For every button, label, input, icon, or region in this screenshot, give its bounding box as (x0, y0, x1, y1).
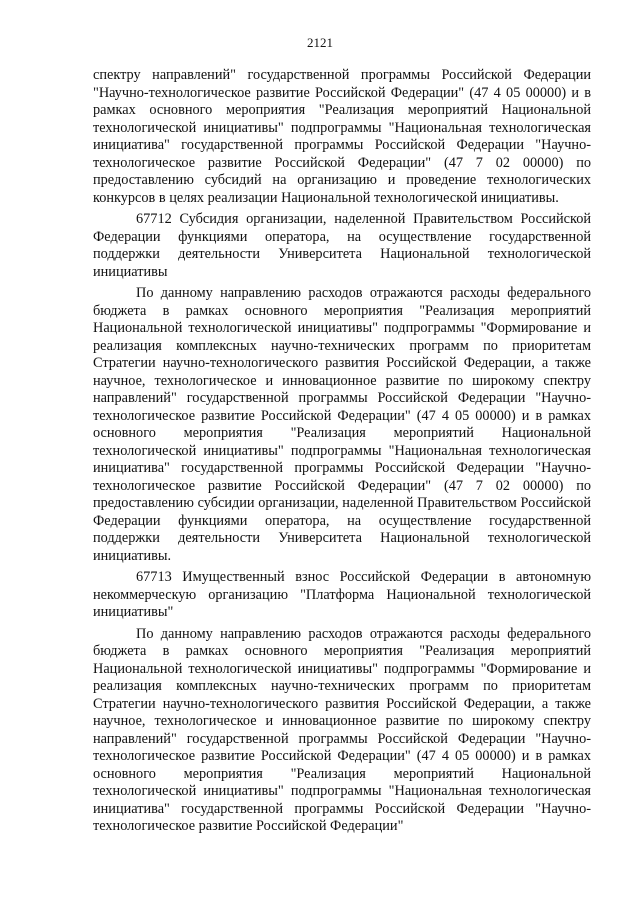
page-number: 2121 (307, 35, 333, 50)
paragraph-67712-description: По данному направлению расходов отражаются расходы федерального бюджета в рамках основного мероприятия "Реализация мероприятий Национальной технологической инициативы" подпрограммы "Формирование и реализация комплексных научно-технических программ по приоритетам Стратегии научно-технологического развития Российской Федерации, а также научное, технологическое и инновационное развитие по широкому спектру направлений" государственной программы Российской Федерации "Научно-технологическое развитие Российской Федерации" (47 4 05 00000) и в рамках основного мероприятия "Реализация мероприятий Национальной технологической инициативы" подпрограммы "Национальная технологическая инициатива" государственной программы Российской Федерации "Научно-технологическое развитие Российской Федерации" (47 7 02 00000) по предоставлению субсидии организации, наделенной Правительством Российской Федерации функциями оператора, на осуществление государственной поддержки деятельности Университета Национальной технологической инициативы. (93, 285, 591, 564)
paragraph-continuation: спектру направлений" государственной программы Российской Федерации "Научно-технологическое развитие Российской Федерации" (47 4 05 00000) и в рамках основного мероприятия "Реализация мероприятий Национальной технологической инициативы" подпрограммы "Национальная технологическая инициатива" государственной программы Российской Федерации "Научно-технологическое развитие Российской Федерации" (47 7 02 00000) по предоставлению субсидий на организацию и проведение технологических конкурсов в целях реализации Национальной технологической инициативы. (93, 67, 591, 206)
document-body (93, 67, 591, 836)
section-heading-67712: 67712 Субсидия организации, наделенной Правительством Российской Федерации функциями оператора, на осуществление государственной поддержки деятельности Университета Национальной технологической инициативы (93, 211, 591, 280)
section-heading-67713: 67713 Имущественный взнос Российской Федерации в автономную некоммерческую организацию "Платформа Национальной технологической инициативы" (93, 569, 591, 620)
paragraph-67713-description: По данному направлению расходов отражаются расходы федерального бюджета в рамках основного мероприятия "Реализация мероприятий Национальной технологической инициативы" подпрограммы "Формирование и реализация комплексных научно-технических программ по приоритетам Стратегии научно-технологического развития Российской Федерации, а также научное, технологическое и инновационное развитие по широкому спектру направлений" государственной программы Российской Федерации "Научно-технологическое развитие Российской Федерации" (47 4 05 00000) и в рамках основного мероприятия "Реализация мероприятий Национальной технологической инициативы" подпрограммы "Национальная технологическая инициатива" государственной программы Российской Федерации "Научно-технологическое развитие Российской Федерации" (93, 625, 591, 834)
